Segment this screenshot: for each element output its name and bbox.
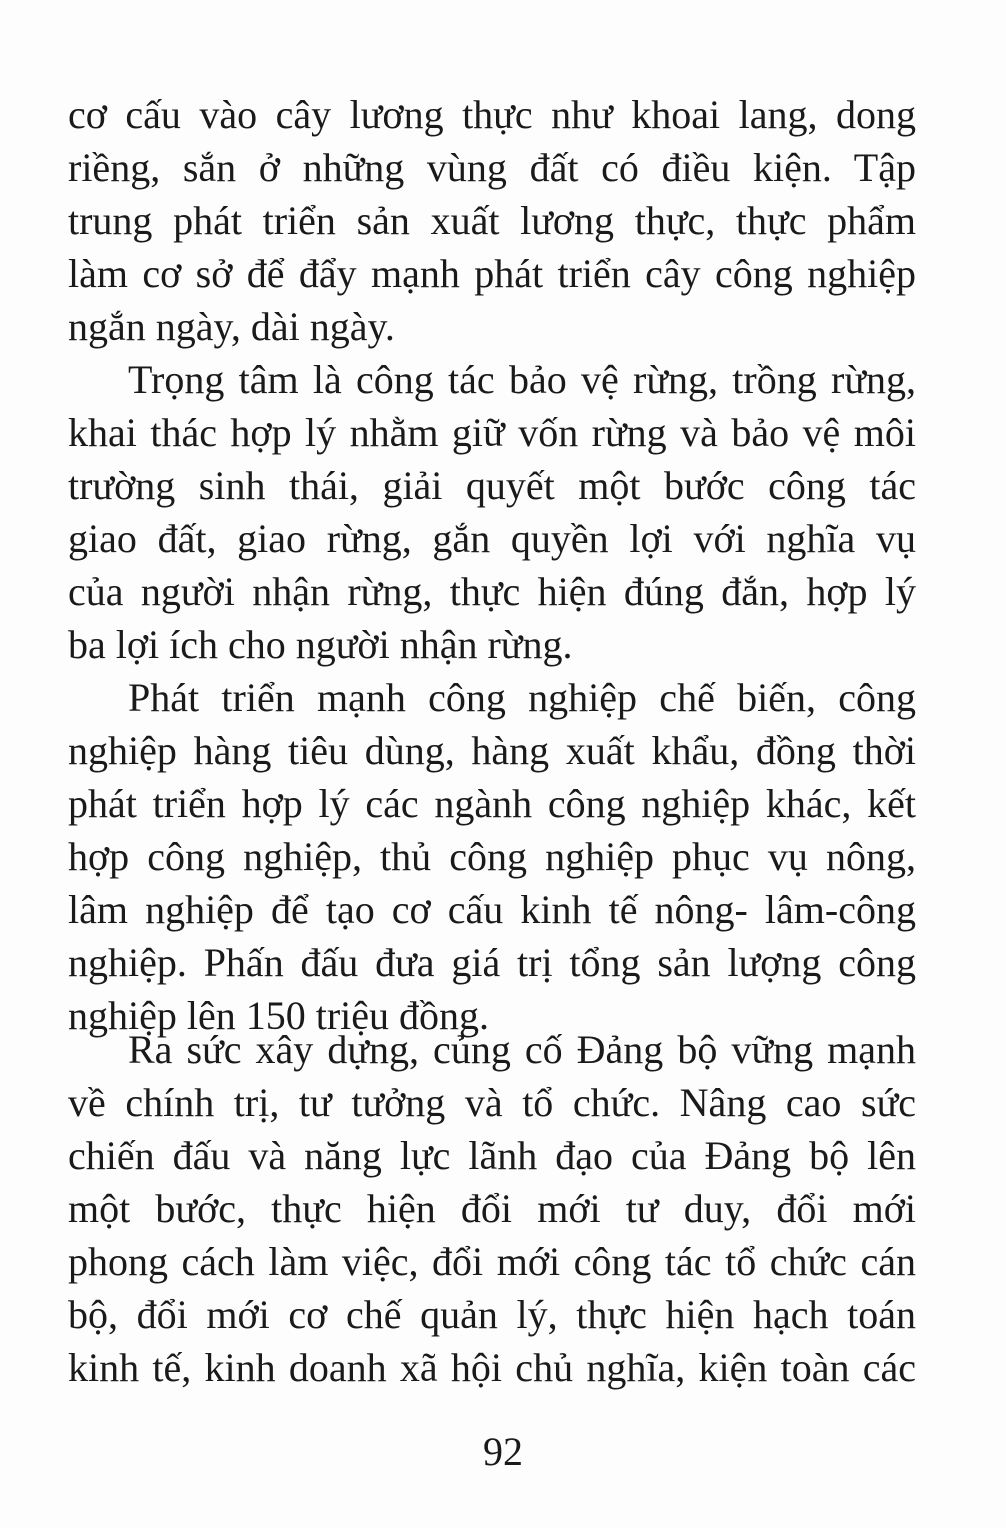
text-line: bộ, đổi mới cơ chế quản lý, thực hiện hạch toán: [68, 1292, 916, 1337]
text-line: Trọng tâm là công tác bảo vệ rừng, trồng rừng,: [128, 357, 916, 402]
text-line: làm cơ sở để đẩy mạnh phát triển cây công nghiệp: [68, 251, 916, 296]
text-line: về chính trị, tư tưởng và tổ chức. Nâng cao sức: [68, 1080, 916, 1125]
text-line: phát triển hợp lý các ngành công nghiệp khác, kết: [68, 781, 916, 826]
text-line: trung phát triển sản xuất lương thực, thực phẩm: [68, 198, 916, 243]
page-number: 92: [483, 1429, 523, 1474]
text-line: nghiệp hàng tiêu dùng, hàng xuất khẩu, đồng thời: [68, 728, 916, 773]
text-line: nghiệp lên 150 triệu đồng.: [68, 993, 490, 1038]
text-line: trường sinh thái, giải quyết một bước công tác: [68, 463, 916, 508]
text-line: lâm nghiệp để tạo cơ cấu kinh tế nông- lâm-công: [68, 887, 916, 932]
text-line: ba lợi ích cho người nhận rừng.: [68, 622, 573, 667]
text-line: nghiệp. Phấn đấu đưa giá trị tổng sản lượng công: [68, 940, 916, 985]
text-line: riềng, sắn ở những vùng đất có điều kiện. Tập: [68, 145, 916, 190]
paragraph-3: [68, 671, 916, 1042]
text-line: giao đất, giao rừng, gắn quyền lợi với nghĩa vụ: [68, 516, 916, 561]
text-line: ngắn ngày, dài ngày.: [68, 304, 395, 349]
text-line: Ra sức xây dựng, củng cố Đảng bộ vững mạnh: [128, 1027, 916, 1072]
paragraph-4: [68, 1023, 916, 1394]
text-line: một bước, thực hiện đổi mới tư duy, đổi mới: [68, 1186, 916, 1231]
text-line: của người nhận rừng, thực hiện đúng đắn, hợp lý: [68, 569, 916, 614]
text-line: Phát triển mạnh công nghiệp chế biến, công: [128, 675, 916, 720]
text-line: khai thác hợp lý nhằm giữ vốn rừng và bảo vệ môi: [68, 410, 916, 455]
text-line: kinh tế, kinh doanh xã hội chủ nghĩa, kiện toàn các: [68, 1345, 916, 1390]
text-line: chiến đấu và năng lực lãnh đạo của Đảng bộ lên: [68, 1133, 916, 1178]
paragraph-2: [68, 353, 916, 671]
paragraph-1: [68, 88, 916, 353]
text-line: cơ cấu vào cây lương thực như khoai lang, dong: [68, 92, 916, 137]
text-line: phong cách làm việc, đổi mới công tác tổ chức cán: [68, 1239, 916, 1284]
text-line: hợp công nghiệp, thủ công nghiệp phục vụ nông,: [68, 834, 916, 879]
